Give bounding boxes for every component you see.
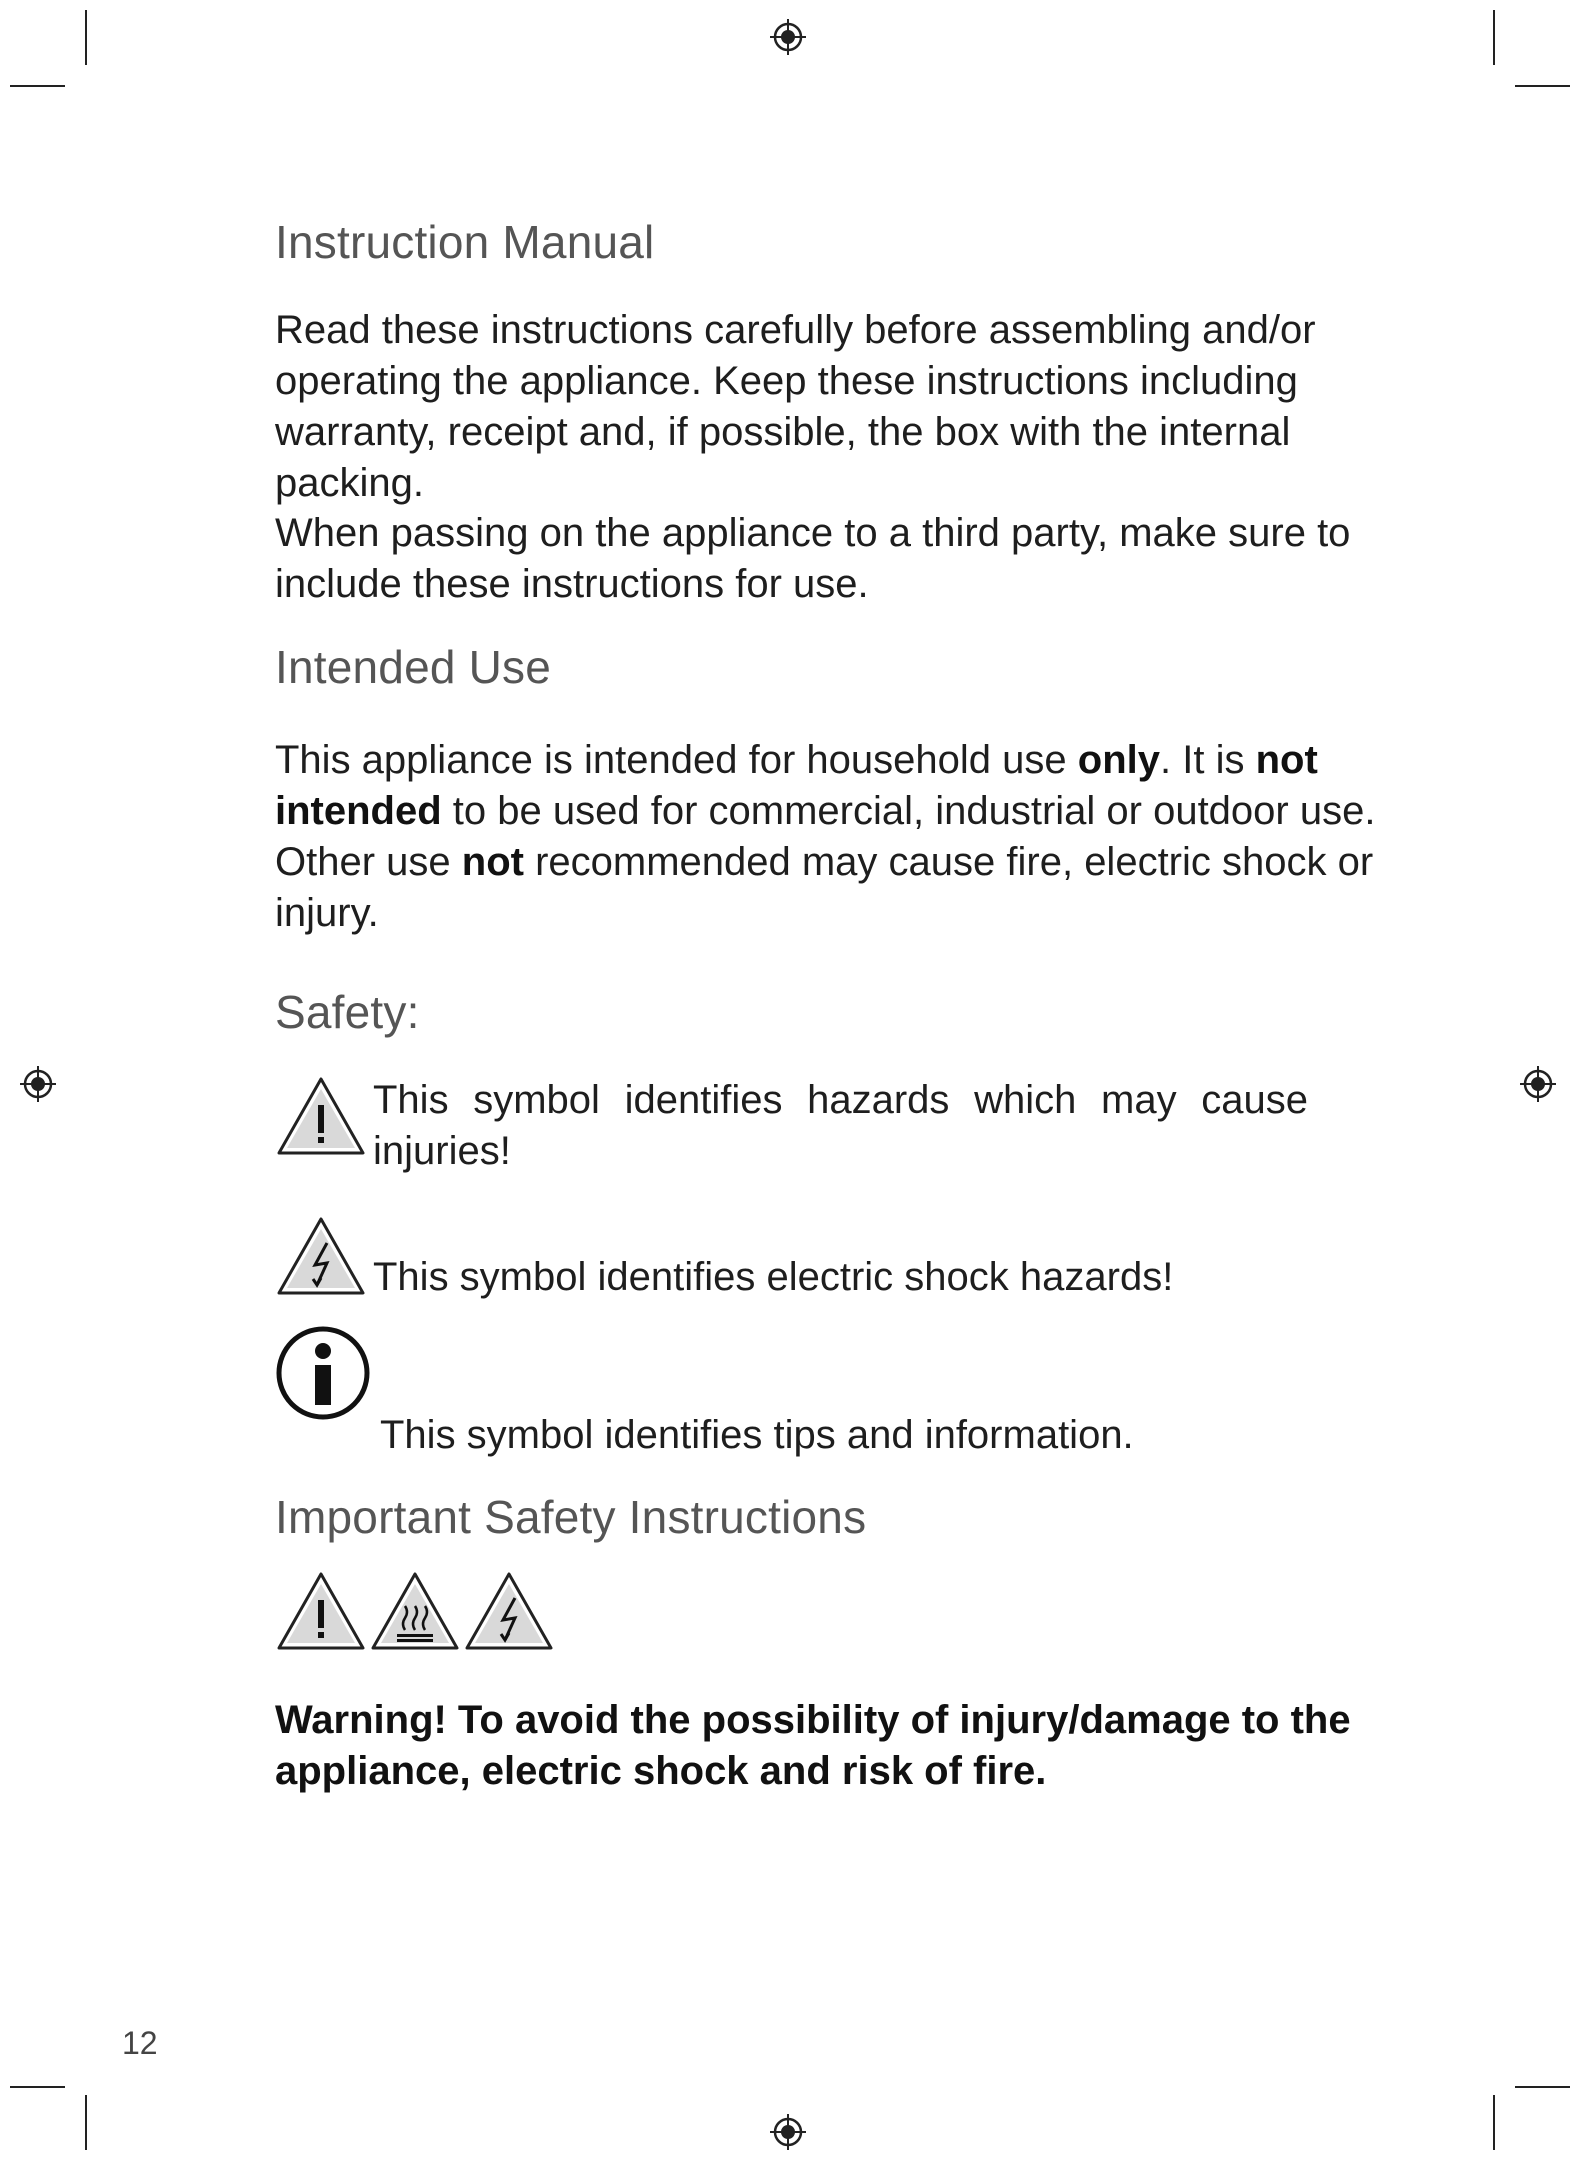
- crop-mark: [85, 10, 87, 65]
- electric-shock-triangle-icon: [275, 1215, 367, 1297]
- crop-mark: [1493, 10, 1495, 65]
- emphasis-not: not: [461, 840, 524, 884]
- crop-mark: [1515, 85, 1570, 87]
- registration-mark-icon: [18, 1064, 58, 1104]
- warning-triangle-icon: [275, 1075, 367, 1157]
- text-fragment: . It is: [1160, 738, 1256, 782]
- instruction-paragraph-third-party: When passing on the appliance to a third party, make sure to include these instructions for use.: [275, 511, 1351, 606]
- crop-mark: [1493, 2095, 1495, 2150]
- section-title-safety: Safety:: [275, 986, 420, 1038]
- emphasis-not-intended: not intended: [275, 738, 1318, 833]
- crop-mark: [1515, 2086, 1570, 2088]
- symbol-description: This symbol identifies tips and information.: [380, 1413, 1134, 1457]
- crop-mark: [85, 2095, 87, 2150]
- crop-mark: [10, 85, 65, 87]
- registration-mark-icon: [768, 2112, 808, 2152]
- emphasis-only: only: [1077, 738, 1160, 782]
- symbol-description: This symbol identifies electric shock hazards!: [373, 1255, 1174, 1299]
- electric-shock-triangle-icon: [467, 1574, 551, 1648]
- section-title-instruction-manual: Instruction Manual: [275, 216, 655, 268]
- text-fragment: This appliance is intended for household use: [275, 738, 1078, 782]
- section-title-important-safety: Important Safety Instructions: [275, 1491, 867, 1543]
- safety-icons: [275, 1570, 565, 1652]
- hot-surface-triangle-icon: [373, 1574, 457, 1648]
- crop-mark: [10, 2086, 65, 2088]
- section-title-intended-use: Intended Use: [275, 641, 552, 693]
- registration-mark-icon: [1518, 1064, 1558, 1104]
- text-fragment: recommended may cause fire, electric shock or injury.: [275, 840, 1374, 935]
- intended-use-paragraph: [275, 735, 1395, 939]
- safety-icons-group: [275, 1570, 565, 1657]
- warning-text: Warning! To avoid the possibility of injury/damage to the appliance, electric shock and risk of fire.: [275, 1698, 1351, 1793]
- registration-mark-icon: [768, 17, 808, 57]
- info-circle-icon: [275, 1325, 375, 1425]
- page-number: 12: [122, 2025, 158, 2061]
- warning-triangle-icon: [279, 1574, 363, 1648]
- symbol-description: This symbol identifies hazards which may cause injuries!: [373, 1078, 1308, 1173]
- instruction-paragraph: Read these instructions carefully before assembling and/or operating the appliance. Keep these instructions including warranty, receipt and, if possible, the box with the internal packing.: [275, 308, 1316, 505]
- text-fragment: to be used for commercial, industrial or outdoor use. Other use: [275, 789, 1376, 884]
